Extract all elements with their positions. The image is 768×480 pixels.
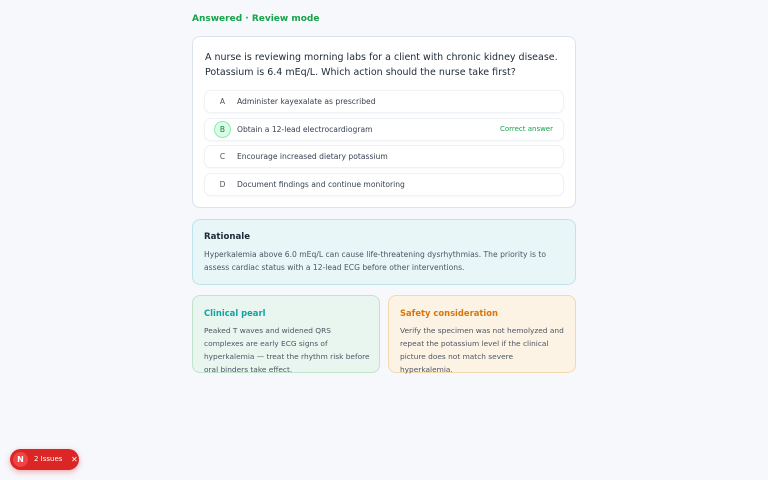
issues-badge[interactable] — [10, 449, 79, 470]
option-text: Obtain a 12-lead electrocardiogram — [237, 124, 373, 134]
option-letter: D — [219, 179, 226, 189]
issues-count: 2 Issues — [34, 455, 63, 463]
answer-options — [205, 91, 563, 201]
safety-consideration-text: Verify the specimen was not hemolyzed and repeat the potassium level if the clinical picture does not match severe hyperkalemia. — [400, 326, 564, 374]
rationale-title: Rationale — [204, 232, 251, 242]
option-letter: A — [219, 97, 226, 106]
next-logo-icon: N — [13, 452, 28, 467]
clinical-pearl-panel — [192, 295, 380, 373]
safety-consideration-panel — [388, 295, 576, 373]
option-c[interactable] — [205, 146, 563, 167]
option-text: Administer kayexalate as prescribed — [237, 97, 376, 106]
option-letter: C — [219, 152, 226, 162]
option-b[interactable] — [205, 119, 563, 140]
clinical-pearl-text: Peaked T waves and widened QRS complexes are early ECG signs of hyperkalemia — treat the rhythm risk before oral binders take effect. — [204, 326, 370, 374]
correct-answer-label: Correct answer — [499, 124, 553, 133]
option-text: Document findings and continue monitoring — [237, 179, 405, 189]
clinical-pearl-title: Clinical pearl — [204, 308, 266, 318]
option-text: Encourage increased dietary potassium — [237, 152, 388, 162]
safety-consideration-title: Safety consideration — [400, 308, 498, 318]
close-icon[interactable]: ✕ — [71, 455, 78, 464]
review-mode-status: Answered · Review mode — [192, 14, 320, 24]
rationale-panel — [192, 219, 576, 285]
option-letter: B — [215, 122, 230, 137]
rationale-text: Hyperkalemia above 6.0 mEq/L can cause life-threatening dysrhythmias. The priority is to assess cardiac status with a 12-lead ECG before other interventions. — [204, 250, 546, 272]
option-d[interactable] — [205, 174, 563, 195]
option-a[interactable] — [205, 91, 563, 112]
question-card — [192, 36, 576, 208]
question-stem: A nurse is reviewing morning labs for a client with chronic kidney disease. Potassium is 6.4 mEq/L. Which action should the nurse take first? — [205, 52, 558, 78]
